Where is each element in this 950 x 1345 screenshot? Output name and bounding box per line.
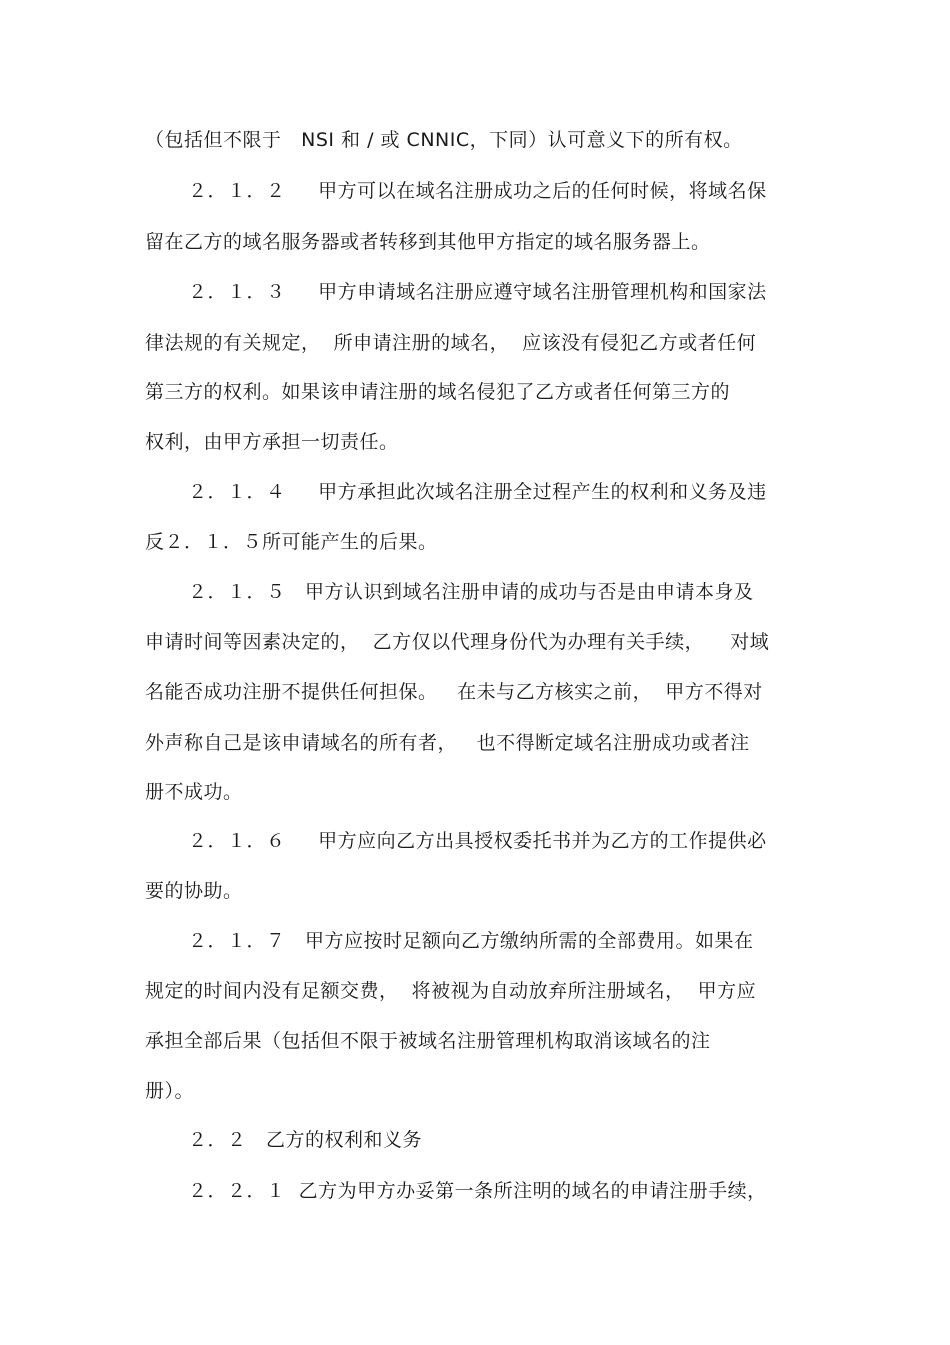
text-line-22: ２．２．１ 乙方为甲方办妥第一条所注明的域名的申请注册手续，	[188, 1180, 767, 1202]
text-line-3: 留在乙方的域名服务器或者转移到其他甲方指定的域名服务器上。	[145, 231, 711, 253]
text-line-21: ２．２ 乙方的权利和义务	[188, 1129, 423, 1151]
text-line-2: ２．１．２ 甲方可以在域名注册成功之后的任何时候，将域名保	[188, 180, 767, 202]
text-line-19: 承担全部后果（包括但不限于被域名注册管理机构取消该域名的注	[145, 1030, 711, 1052]
text-line-15: ２．１．６ 甲方应向乙方出具授权委托书并为乙方的工作提供必	[188, 830, 767, 852]
text-line-13: 外声称自己是该申请域名的所有者， 也不得断定域名注册成功或者注	[145, 732, 750, 754]
text-line-9: 反２．１．５所可能产生的后果。	[145, 531, 438, 553]
text-line-18: 规定的时间内没有足额交费， 将被视为自动放弃所注册域名， 甲方应	[145, 980, 757, 1002]
text-line-1: （包括但不限于 NSI 和 / 或 CNNIC，下同）认可意义下的所有权。	[145, 129, 743, 151]
text-line-10: ２．１．５ 甲方认识到域名注册申请的成功与否是由申请本身及	[188, 581, 754, 603]
text-line-20: 册）。	[145, 1080, 195, 1102]
text-line-7: 权利，由甲方承担一切责任。	[145, 431, 399, 453]
text-line-6: 第三方的权利。如果该申请注册的域名侵犯了乙方或者任何第三方的	[145, 381, 731, 403]
text-line-5: 律法规的有关规定， 所申请注册的域名， 应该没有侵犯乙方或者任何	[145, 332, 757, 354]
text-line-8: ２．１．４ 甲方承担此次域名注册全过程产生的权利和义务及违	[188, 481, 767, 503]
text-line-11: 申请时间等因素决定的， 乙方仅以代理身份代为办理有关手续， 对域	[145, 631, 770, 653]
text-line-12: 名能否成功注册不提供任何担保。 在未与乙方核实之前， 甲方不得对	[145, 681, 763, 703]
text-line-17: ２．１．７ 甲方应按时足额向乙方缴纳所需的全部费用。如果在	[188, 930, 754, 952]
text-line-16: 要的协助。	[145, 880, 243, 902]
text-line-14: 册不成功。	[145, 781, 243, 803]
text-line-4: ２．１．３ 甲方申请域名注册应遵守域名注册管理机构和国家法	[188, 281, 767, 303]
